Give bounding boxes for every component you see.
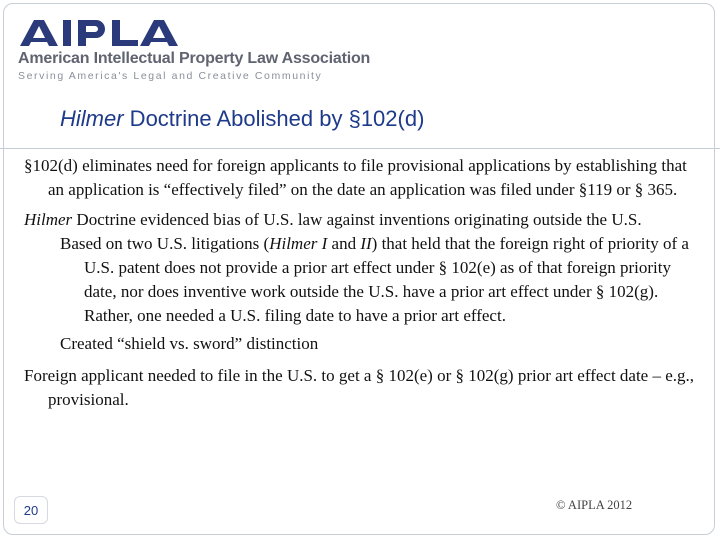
litigations-text-c: ) that held that the foreign right of priority of a U.S. patent does not provide a prior art effect under § 102(e) as of that foreign priority date, nor does inventive work outside the U.S. have a prior art effect under § 102(g). Rather, one needed a U.S. filing date to have a prior art effect. — [84, 234, 689, 325]
title-rest: Doctrine Abolished by §102(d) — [123, 106, 425, 131]
litigations-text-b: and — [327, 234, 361, 253]
bullet-foreign-applicant: Foreign applicant needed to file in the U.S. to get a § 102(e) or § 102(g) prior art effect date – e.g., provisional. — [24, 366, 695, 409]
copyright-notice: © AIPLA 2012 — [556, 498, 633, 512]
bullet-102d: §102(d) eliminates need for foreign applicants to file provisional applications by establishing that an application is “effectively filed” on the date an application was filed under §119 or § 365. — [24, 156, 687, 199]
slide-body — [24, 154, 700, 412]
aipla-wordmark-icon — [18, 18, 188, 48]
sub-bullet-litigations — [24, 232, 700, 328]
hilmer-i-italic: Hilmer I — [269, 234, 328, 253]
sub-bullet-shield-sword: Created “shield vs. sword” distinction — [60, 334, 319, 353]
bullet-hilmer-doctrine — [24, 208, 700, 232]
logo-tagline: Serving America's Legal and Creative Community — [18, 70, 323, 82]
title-row — [0, 92, 720, 149]
title-italic: Hilmer — [60, 106, 124, 131]
aipla-logo — [18, 18, 371, 88]
slide-title — [60, 106, 424, 132]
logo-org-name: American Intellectual Property Law Association — [18, 50, 371, 67]
hilmer-rest: Doctrine evidenced bias of U.S. law against inventions originating outside the U.S. — [72, 210, 642, 229]
litigations-text-a: Based on two U.S. litigations ( — [60, 234, 270, 253]
hilmer-italic: Hilmer — [24, 210, 73, 229]
slide-number-badge: 20 — [14, 496, 48, 524]
hilmer-ii-italic: II — [360, 234, 372, 253]
